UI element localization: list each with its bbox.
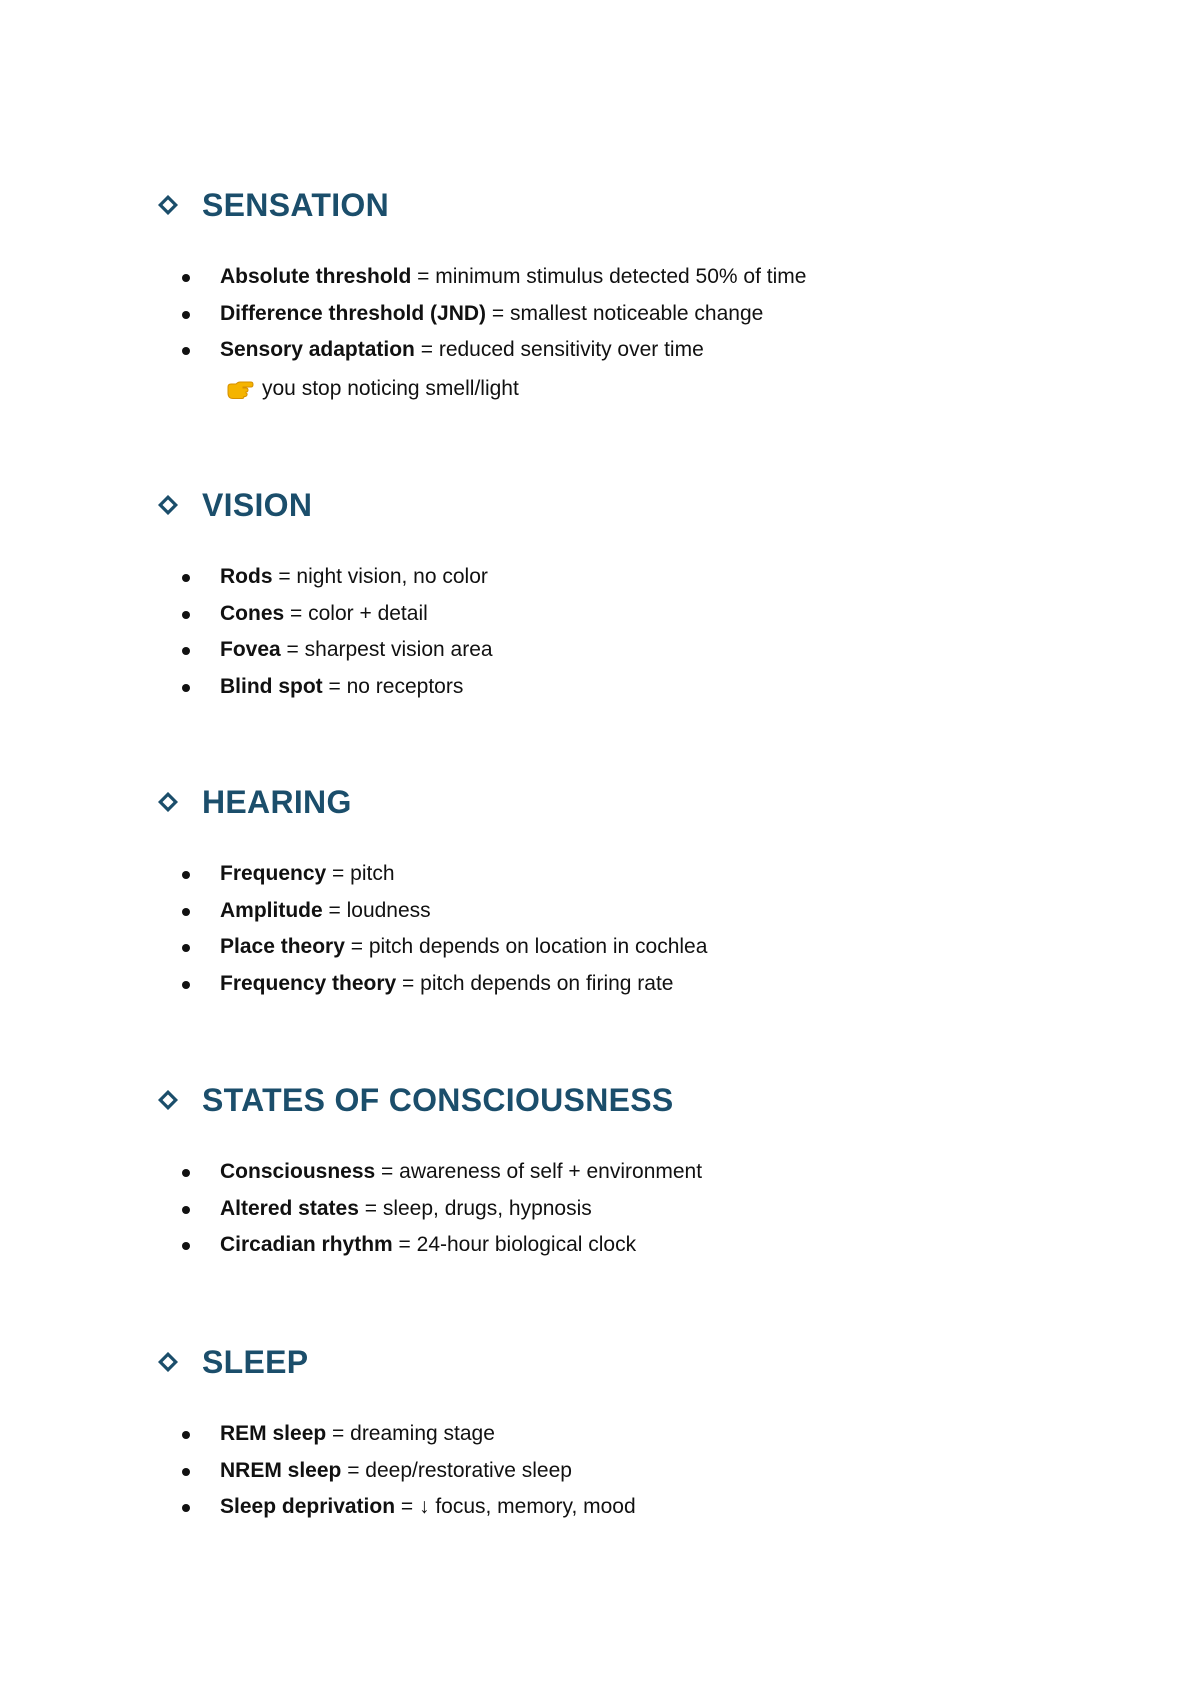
section-heading — [158, 782, 1118, 822]
list-item: Difference threshold (JND) = smallest noticeable change — [158, 296, 1118, 333]
section-vision — [158, 485, 1118, 705]
bullet-icon — [182, 647, 190, 655]
bullet-list — [158, 259, 1118, 369]
bullet-list — [158, 559, 1118, 705]
bullet-icon — [182, 1431, 190, 1439]
section-title: SLEEP — [202, 1343, 309, 1380]
list-item: NREM sleep = deep/restorative sleep — [158, 1453, 1118, 1490]
bullet-icon — [182, 311, 190, 319]
list-item: Frequency theory = pitch depends on firing rate — [158, 966, 1118, 1003]
section-heading — [158, 1080, 1118, 1120]
diamond-icon — [158, 1352, 178, 1372]
bullet-icon — [182, 981, 190, 989]
list-item: Rods = night vision, no color — [158, 559, 1118, 596]
list-item: Sleep deprivation = ↓ focus, memory, mood — [158, 1489, 1118, 1526]
section-sleep — [158, 1342, 1118, 1526]
section-sensation — [158, 185, 1118, 409]
bullet-icon — [182, 1504, 190, 1512]
list-item: Sensory adaptation = reduced sensitivity over time — [158, 332, 1118, 369]
list-item: Amplitude = loudness — [158, 893, 1118, 930]
diamond-icon — [158, 195, 178, 215]
section-title: VISION — [202, 486, 313, 523]
diamond-icon — [158, 1090, 178, 1110]
bullet-icon — [182, 944, 190, 952]
bullet-icon — [182, 274, 190, 282]
section-hearing — [158, 782, 1118, 1002]
section-states-of-consciousness — [158, 1080, 1118, 1264]
bullet-icon — [182, 611, 190, 619]
list-item: Absolute threshold = minimum stimulus detected 50% of time — [158, 259, 1118, 296]
list-item: REM sleep = dreaming stage — [158, 1416, 1118, 1453]
list-item: Circadian rhythm = 24-hour biological clock — [158, 1227, 1118, 1264]
bullet-icon — [182, 908, 190, 916]
section-heading — [158, 1342, 1118, 1382]
bullet-icon — [182, 871, 190, 879]
bullet-icon — [182, 1206, 190, 1214]
list-item: Place theory = pitch depends on location in cochlea — [158, 929, 1118, 966]
bullet-list — [158, 1416, 1118, 1526]
bullet-icon — [182, 1468, 190, 1476]
list-item: Fovea = sharpest vision area — [158, 632, 1118, 669]
list-item: Consciousness = awareness of self + environment — [158, 1154, 1118, 1191]
bullet-icon — [182, 1242, 190, 1250]
list-item: Altered states = sleep, drugs, hypnosis — [158, 1191, 1118, 1228]
section-title: SENSATION — [202, 186, 390, 223]
list-item: Frequency = pitch — [158, 856, 1118, 893]
list-item: Cones = color + detail — [158, 596, 1118, 633]
section-title: STATES OF CONSCIOUSNESS — [202, 1081, 674, 1118]
section-heading — [158, 185, 1118, 225]
pointing-hand-icon — [226, 378, 254, 400]
sub-note: you stop noticing smell/light — [158, 369, 1118, 409]
section-title: HEARING — [202, 783, 352, 820]
bullet-list — [158, 1154, 1118, 1264]
diamond-icon — [158, 792, 178, 812]
list-item: Blind spot = no receptors — [158, 669, 1118, 706]
bullet-icon — [182, 1169, 190, 1177]
bullet-icon — [182, 347, 190, 355]
bullet-icon — [182, 684, 190, 692]
section-heading — [158, 485, 1118, 525]
bullet-list — [158, 856, 1118, 1002]
diamond-icon — [158, 495, 178, 515]
bullet-icon — [182, 574, 190, 582]
